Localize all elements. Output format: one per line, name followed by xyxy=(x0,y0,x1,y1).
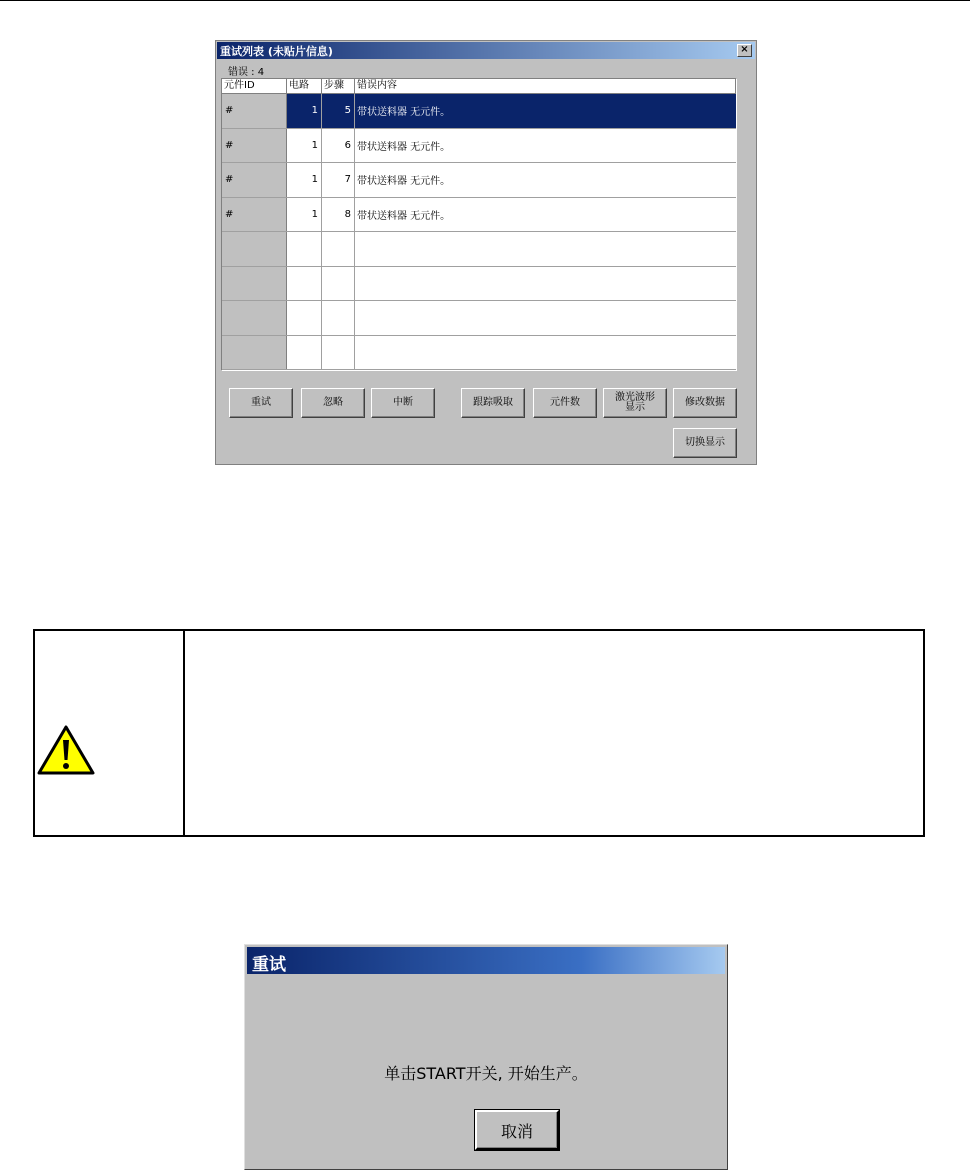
warning-triangle-icon xyxy=(36,724,96,780)
retry-dialog-message: 单击START开关, 开始生产。 xyxy=(384,1064,588,1083)
warning-box-divider xyxy=(183,631,185,835)
column-header-component-id[interactable]: 元件ID xyxy=(222,79,287,93)
retry-button[interactable]: 重试 xyxy=(229,388,293,418)
cell-circuit: 1 xyxy=(287,198,322,232)
cell-component-id xyxy=(222,301,287,335)
column-header-circuit[interactable]: 电路 xyxy=(287,79,322,93)
cell-error xyxy=(355,301,736,335)
ignore-button[interactable]: 忽略 xyxy=(301,388,365,418)
retry-list-table xyxy=(221,78,737,371)
table-row[interactable] xyxy=(222,301,736,336)
table-row[interactable] xyxy=(222,198,736,233)
retry-dialog-title: 重试 xyxy=(252,955,286,975)
cancel-button[interactable]: 取消 xyxy=(475,1110,559,1150)
cell-step: 7 xyxy=(322,163,355,197)
cell-error xyxy=(355,336,736,370)
error-count: 错误 : 4 xyxy=(228,67,265,78)
cell-error: 带状送料器 无元件。 xyxy=(357,141,451,153)
cell-circuit xyxy=(287,232,322,266)
cell-step xyxy=(322,232,355,266)
table-row[interactable] xyxy=(222,267,736,302)
retry-list-title: 重试列表 (未贴片信息) xyxy=(220,45,333,58)
cell-component-id: # xyxy=(222,163,287,197)
cell-component-id xyxy=(222,267,287,301)
table-row[interactable] xyxy=(222,94,736,129)
retry-dialog-titlebar[interactable] xyxy=(247,947,725,974)
table-row[interactable] xyxy=(222,129,736,164)
cell-circuit: 1 xyxy=(287,163,322,197)
cell-step: 6 xyxy=(322,129,355,163)
cell-circuit: 1 xyxy=(287,129,322,163)
retry-dialog xyxy=(244,944,728,1170)
cell-component-id: # xyxy=(222,129,287,163)
column-header-error[interactable]: 错误内容 xyxy=(355,79,736,93)
edit-data-button[interactable]: 修改数据 xyxy=(673,388,737,418)
cell-step: 5 xyxy=(322,94,355,128)
abort-button[interactable]: 中断 xyxy=(371,388,435,418)
table-row[interactable] xyxy=(222,232,736,267)
cell-step xyxy=(322,301,355,335)
close-icon[interactable]: × xyxy=(737,44,752,57)
top-rule xyxy=(0,0,970,1)
cell-circuit xyxy=(287,267,322,301)
table-header xyxy=(222,79,736,94)
cell-error xyxy=(355,232,736,266)
cell-step xyxy=(322,336,355,370)
cell-circuit xyxy=(287,301,322,335)
cell-error: 带状送料器 无元件。 xyxy=(357,176,451,188)
cell-circuit xyxy=(287,336,322,370)
table-row[interactable] xyxy=(222,336,736,371)
retry-list-titlebar[interactable] xyxy=(217,42,755,59)
cell-circuit: 1 xyxy=(287,94,322,128)
warning-box xyxy=(33,629,925,837)
cell-component-id xyxy=(222,336,287,370)
retry-list-dialog xyxy=(215,40,757,465)
cell-component-id: # xyxy=(222,198,287,232)
waveform-display-button[interactable]: 激光波形 显示 xyxy=(603,388,667,418)
cell-component-id: # xyxy=(222,94,287,128)
cell-step: 8 xyxy=(322,198,355,232)
cell-error xyxy=(355,267,736,301)
cell-step xyxy=(322,267,355,301)
column-header-step[interactable]: 步骤 xyxy=(322,79,355,93)
toggle-display-button[interactable]: 切换显示 xyxy=(673,428,737,458)
trace-pick-button[interactable]: 跟踪吸取 xyxy=(461,388,525,418)
cell-component-id xyxy=(222,232,287,266)
table-row[interactable] xyxy=(222,163,736,198)
cell-error: 带状送料器 无元件。 xyxy=(355,94,736,128)
cell-error: 带状送料器 无元件。 xyxy=(357,210,451,222)
component-count-button[interactable]: 元件数 xyxy=(533,388,597,418)
